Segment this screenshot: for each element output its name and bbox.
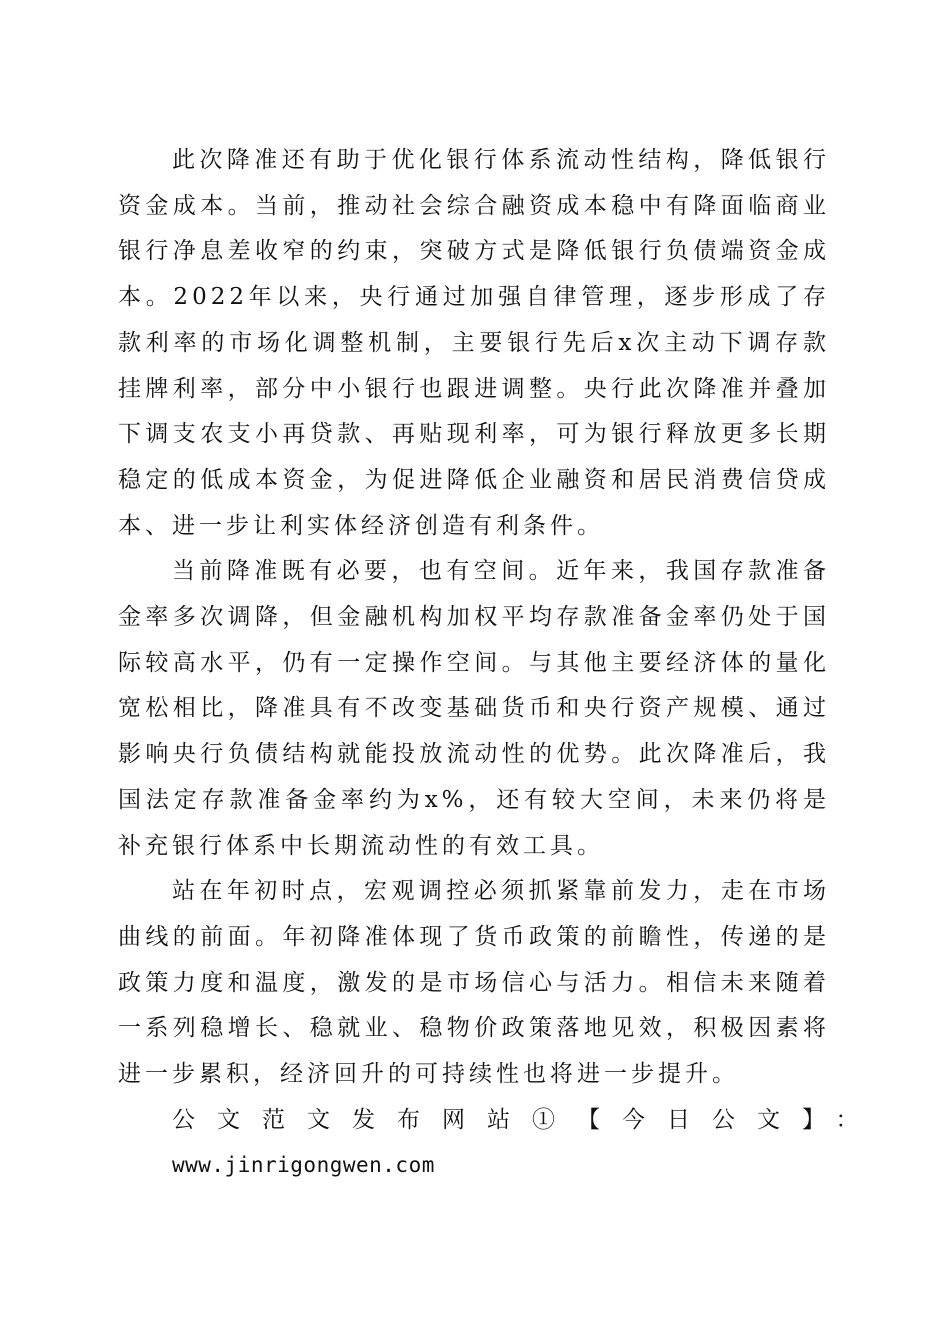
paragraph-macro-control: 站在年初时点，宏观调控必须抓紧靠前发力，走在市场曲线的前面。年初降准体现了货币政策的前瞻性，传递的是政策力度和温度，激发的是市场信心与活力。相信未来随着一系列稳增长、稳就业、稳物价政策落地见效，积极因素将进一步累积，经济回升的可持续性也将进一步提升。	[118, 878, 830, 1088]
paragraph-bank-liquidity: 此次降准还有助于优化银行体系流动性结构，降低银行资金成本。当前，推动社会综合融资成本稳中有降面临商业银行净息差收窄的约束，突破方式是降低银行负债端资金成本。2022年以来，央行通过加强自律管理，逐步形成了存款利率的市场化调整机制，主要银行先后x次主动下调存款挂牌利率，部分中小银行也跟进调整。央行此次降准并叠加下调支农支小再贷款、再贴现利率，可为银行释放更多长期稳定的低成本资金，为促进降低企业融资和居民消费信贷成本、进一步让利实体经济创造有利条件。	[118, 147, 830, 539]
footer-source-label: 公文范文发布网站①【今日公文】：	[172, 1106, 881, 1133]
footer-source-url[interactable]: www.jinrigongwen.com	[172, 1153, 435, 1178]
paragraph-necessity-space: 当前降准既有必要，也有空间。近年来，我国存款准备金率多次调降，但金融机构加权平均存款准备金率仍处于国际较高水平，仍有一定操作空间。与其他主要经济体的量化宽松相比，降准具有不改变基础货币和央行资产规模、通过影响央行负债结构就能投放流动性的优势。此次降准后，我国法定存款准备金率约为x%，还有较大空间，未来仍将是补充银行体系中长期流动性的有效工具。	[118, 558, 830, 859]
document-body	[118, 138, 881, 1189]
